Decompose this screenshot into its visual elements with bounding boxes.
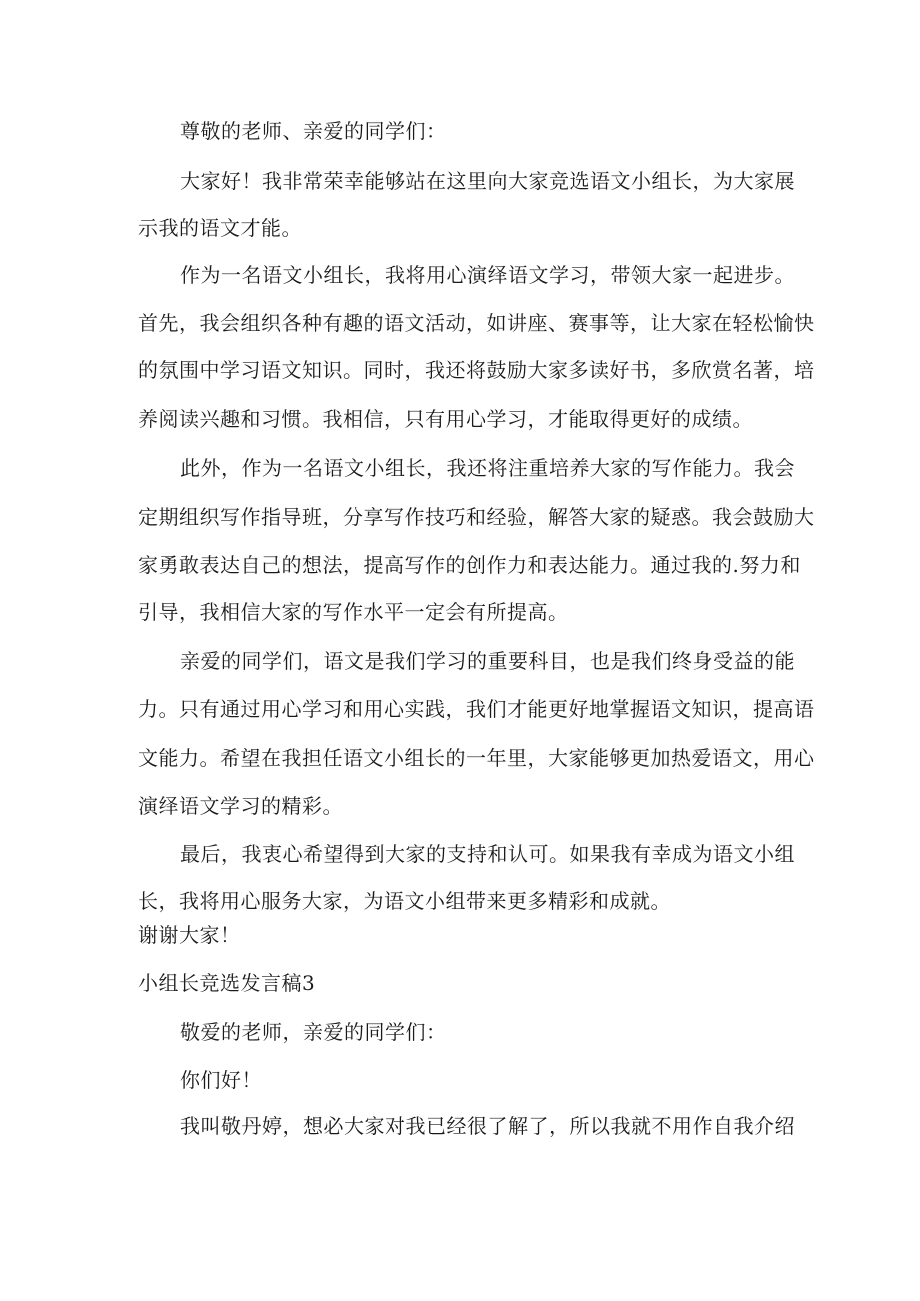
paragraph-4-line-4: 演绎语文学习的精彩。 <box>138 794 343 818</box>
paragraph-2-line-2: 首先，我会组织各种有趣的语文活动，如讲座、赛事等，让大家在轻松愉快 <box>138 311 815 335</box>
paragraph-6-line-1: 我叫敬丹婷，想必大家对我已经很了解了，所以我就不用作自我介绍 <box>180 1114 795 1138</box>
thanks-line: 谢谢大家！ <box>138 923 241 947</box>
section-title: 小组长竞选发言稿3 <box>138 971 316 995</box>
paragraph-3-line-1: 此外，作为一名语文小组长，我还将注重培养大家的写作能力。我会 <box>180 456 795 480</box>
paragraph-3-line-2: 定期组织写作指导班，分享写作技巧和经验，解答大家的疑惑。我会鼓励大 <box>138 505 815 529</box>
paragraph-5-line-1: 最后，我衷心希望得到大家的支持和认可。如果我有幸成为语文小组 <box>180 842 795 866</box>
paragraph-4-line-1: 亲爱的同学们，语文是我们学习的重要科目，也是我们终身受益的能 <box>180 649 795 673</box>
paragraph-4-line-3: 文能力。希望在我担任语文小组长的一年里，大家能够更加热爱语文，用心 <box>138 746 815 770</box>
greeting-2: 敬爱的老师，亲爱的同学们： <box>180 1020 447 1044</box>
paragraph-2-line-1: 作为一名语文小组长，我将用心演绎语文学习，带领大家一起进步。 <box>180 263 795 287</box>
paragraph-2-line-3: 的氛围中学习语文知识。同时，我还将鼓励大家多读好书，多欣赏名著，培 <box>138 358 815 382</box>
paragraph-3-line-4: 引导，我相信大家的写作水平一定会有所提高。 <box>138 600 569 624</box>
paragraph-3-line-3: 家勇敢表达自己的想法，提高写作的创作力和表达能力。通过我的.努力和 <box>138 553 801 577</box>
hello-line: 你们好！ <box>180 1068 262 1092</box>
paragraph-2-line-4: 养阅读兴趣和习惯。我相信，只有用心学习，才能取得更好的成绩。 <box>138 407 753 431</box>
paragraph-1-line-2: 示我的语文才能。 <box>138 216 302 240</box>
paragraph-1-line-1: 大家好！我非常荣幸能够站在这里向大家竞选语文小组长，为大家展 <box>180 169 795 193</box>
paragraph-5-line-2: 长，我将用心服务大家，为语文小组带来更多精彩和成就。 <box>138 889 671 913</box>
greeting: 尊敬的老师、亲爱的同学们： <box>180 119 447 143</box>
paragraph-4-line-2: 力。只有通过用心学习和用心实践，我们才能更好地掌握语文知识，提高语 <box>138 697 815 721</box>
